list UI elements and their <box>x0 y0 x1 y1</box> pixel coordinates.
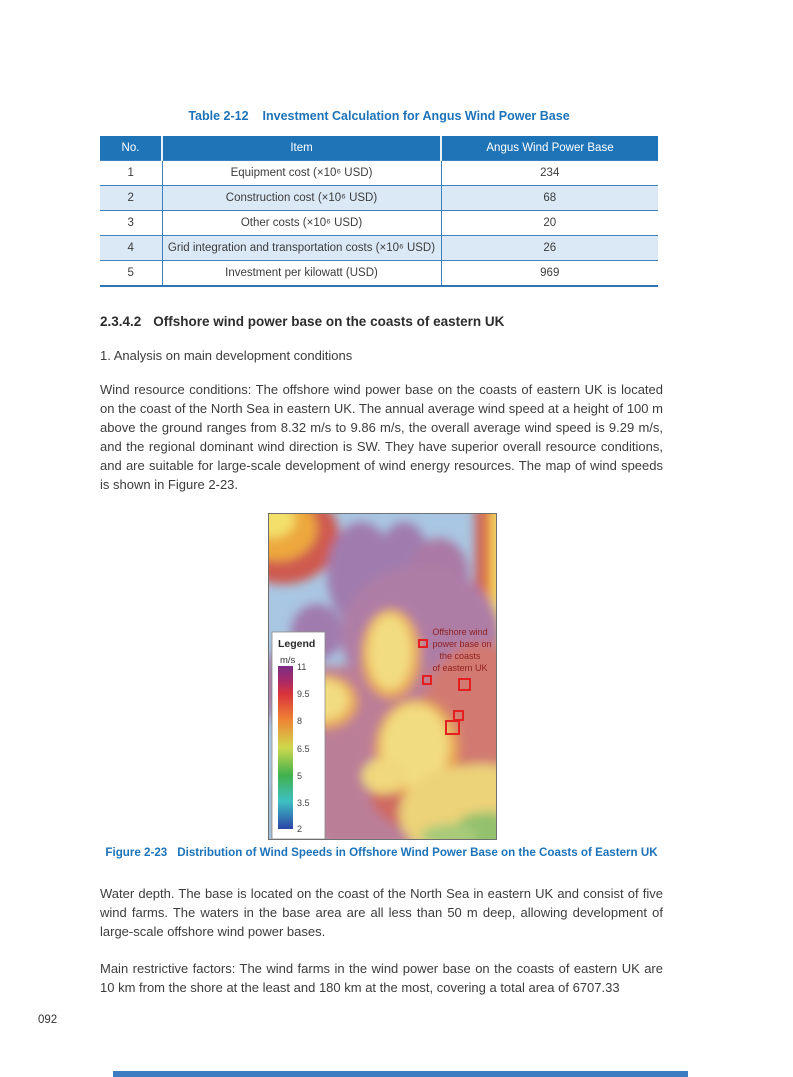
section-heading <box>100 314 663 329</box>
cell-value: 969 <box>441 261 658 287</box>
cell-item: Grid integration and transportation costs (×10⁶ USD) <box>162 236 441 261</box>
map-legend <box>272 632 325 839</box>
cell-no: 4 <box>100 236 162 261</box>
table-header-row <box>100 136 658 161</box>
paragraph-wind-resource: Wind resource conditions: The offshore wind power base on the coasts of eastern UK is located on the coast of the North Sea in eastern UK. The annual average wind speed at a height of 100 m above the ground ranges from 8.32 m/s to 9.86 m/s, the overall average wind speed is 9.29 m/s, and the regional dominant wind direction is SW. They have superior overall resource conditions, and are suitable for large-scale development of wind energy resources. The map of wind speeds is shown in Figure 2-23. <box>100 382 663 492</box>
cell-item: Construction cost (×10⁶ USD) <box>162 186 441 211</box>
figure-caption-text: Distribution of Wind Speeds in Offshore Wind Power Base on the Coasts of Eastern UK <box>177 846 658 859</box>
table-title-text: Investment Calculation for Angus Wind Power Base <box>262 109 570 123</box>
page-number: 092 <box>38 1014 58 1026</box>
table-title <box>100 109 658 123</box>
cell-value: 234 <box>441 161 658 186</box>
wind-speed-map <box>269 514 496 839</box>
legend-tick: 11 <box>297 662 307 672</box>
cell-no: 3 <box>100 211 162 236</box>
table-row <box>100 161 658 186</box>
column-header-no: No. <box>100 136 162 161</box>
paragraph-water-depth: Water depth. The base is located on the coast of the North Sea in eastern UK and consist of five wind farms. The waters in the base area are all less than 50 m deep, allowing development of large-scale offshore wind power bases. <box>100 886 663 939</box>
cell-item: Investment per kilowatt (USD) <box>162 261 441 287</box>
next-page-edge-bar <box>113 1071 688 1077</box>
legend-unit: m/s <box>280 655 296 666</box>
table-row <box>100 236 658 261</box>
table-row <box>100 186 658 211</box>
wind-speed-map-figure <box>268 513 497 840</box>
cell-value: 20 <box>441 211 658 236</box>
column-header-base: Angus Wind Power Base <box>441 136 658 161</box>
table-row <box>100 261 658 287</box>
section-title: Offshore wind power base on the coasts of eastern UK <box>153 314 505 329</box>
figure-caption-label: Figure 2-23 <box>105 846 168 859</box>
paragraph-main-restrictive: Main restrictive factors: The wind farms in the wind power base on the coasts of eastern UK are 10 km from the shore at the least and 180 km at the most, covering a total area of 6707.33 <box>100 961 663 995</box>
list-item-analysis: 1. Analysis on main development conditions <box>100 348 353 363</box>
column-header-item: Item <box>162 136 441 161</box>
legend-title: Legend <box>278 638 316 650</box>
legend-tick: 8 <box>297 716 303 726</box>
map-annotation-line: of eastern UK <box>432 663 488 673</box>
map-annotation-line: Offshore wind <box>432 627 488 637</box>
cell-item: Other costs (×10⁶ USD) <box>162 211 441 236</box>
cell-value: 26 <box>441 236 658 261</box>
map-annotation-line: the coasts <box>439 651 481 661</box>
table-row <box>100 211 658 236</box>
legend-tick: 6.5 <box>297 744 310 754</box>
cell-item: Equipment cost (×10⁶ USD) <box>162 161 441 186</box>
section-number: 2.3.4.2 <box>100 314 142 329</box>
cell-no: 5 <box>100 261 162 287</box>
map-annotation-line: power base on <box>432 639 492 649</box>
cell-no: 2 <box>100 186 162 211</box>
table-title-label: Table 2-12 <box>188 109 249 123</box>
figure-caption <box>85 846 678 859</box>
legend-tick: 3.5 <box>297 798 310 808</box>
legend-colorbar <box>278 666 293 829</box>
legend-tick: 5 <box>297 771 303 781</box>
cell-value: 68 <box>441 186 658 211</box>
legend-tick: 9.5 <box>297 689 310 699</box>
legend-tick: 2 <box>297 824 303 834</box>
cell-no: 1 <box>100 161 162 186</box>
investment-table <box>100 136 658 287</box>
